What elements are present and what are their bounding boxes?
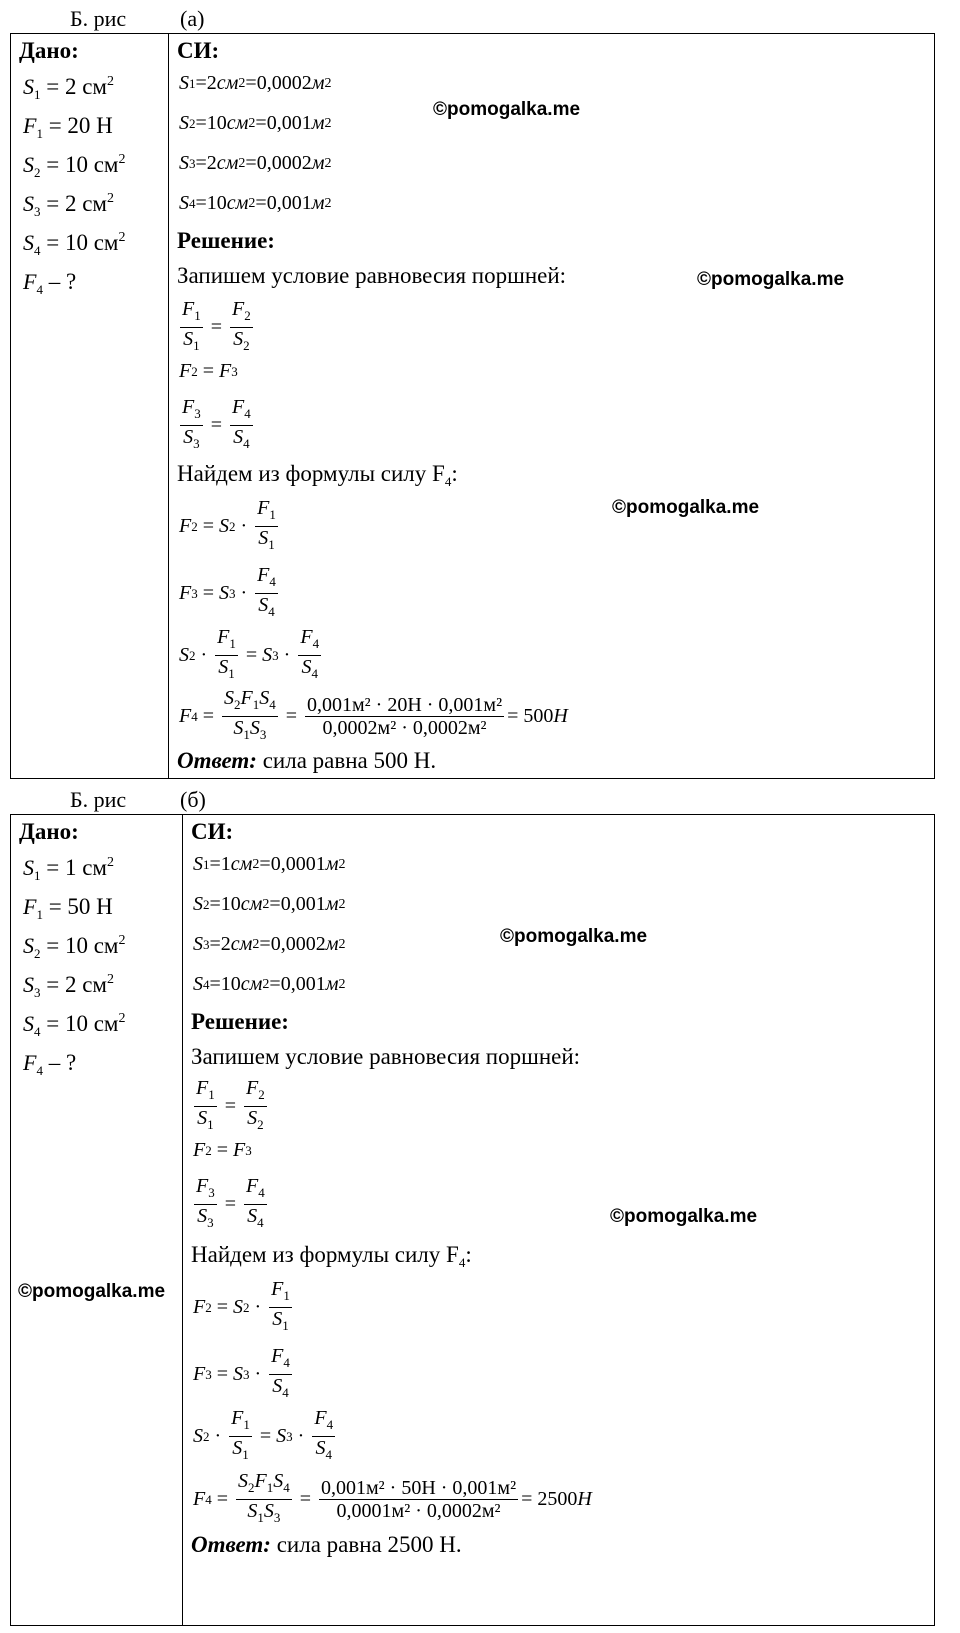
si-line: S 3 =2 см 2 =0,0002 м 2	[193, 933, 346, 955]
given-line: $S_3 = 2$ $см^2$	[23, 191, 114, 219]
eq-final-b: F 4 = $\frac{S_2F_1S_4}{S_1S_3}$ = $\frac{\text{0,001м² · 50Н · 0,001м²}}{\text{0,0001м² · 0,0002м²}}$ = 2500 Н	[193, 1470, 592, 1525]
given-line: $S_2 = 10$ $см^2$	[23, 933, 126, 961]
watermark-2: ©pomogalka.me	[697, 269, 845, 290]
find-f4-text-b: Найдем из формулы силу $F_4$:	[191, 1242, 472, 1270]
answer-b: Ответ: сила равна 2500 Н.	[191, 1532, 462, 1557]
eq-f2-f3-b: F 2 = F 3	[193, 1139, 252, 1161]
find-f4-text-a: Найдем из формулы силу $F_4$:	[177, 461, 458, 489]
solution-heading-a: Решение:	[177, 228, 275, 253]
equilibrium-text-a: Запишем условие равновесия поршней:	[177, 263, 567, 288]
eq-f2-expr-a: F 2 = S 2 · $\frac{F_1}{S_1}$	[179, 497, 276, 552]
si-heading-b: СИ:	[191, 819, 234, 844]
problem-b-table	[10, 814, 935, 1626]
given-line: $F_4$ – ?	[23, 269, 77, 297]
caption-fig-a: Б. рис	[70, 6, 127, 31]
eq-f3s3-f4s4-a: $\frac{F_3}{S_3}$ = $\frac{F_4}{S_4}$	[182, 396, 251, 451]
si-line: S 4 =10 см 2 =0,001 м 2	[193, 973, 346, 995]
caption-label-b: (б)	[180, 787, 206, 812]
given-line: $S_4 = 10$ $см^2$	[23, 230, 126, 258]
given-column-b	[11, 815, 183, 1625]
eq-combined-b: S 2 · $\frac{F_1}{S_1}$ = S 3 · $\frac{F_4}{S_4}$	[193, 1407, 334, 1462]
si-line: S 1 =2 см 2 =0,0002 м 2	[179, 72, 332, 94]
given-line: $S_2 = 10$ $см^2$	[23, 152, 126, 180]
eq-f2-expr-b: F 2 = S 2 · $\frac{F_1}{S_1}$	[193, 1278, 290, 1333]
watermark-1: ©pomogalka.me	[433, 99, 581, 120]
watermark-3: ©pomogalka.me	[612, 497, 760, 518]
eq-f2-f3-a: F 2 = F 3	[179, 360, 238, 382]
eq-f3-expr-b: F 3 = S 3 · $\frac{F_4}{S_4}$	[193, 1345, 290, 1400]
eq-final-a: F 4 = $\frac{S_2F_1S_4}{S_1S_3}$ = $\frac{\text{0,001м² · 20Н · 0,001м²}}{\text{0,0002м² · 0,0002м²}}$ = 500 Н	[179, 687, 568, 742]
eq-f3s3-f4s4-b: $\frac{F_3}{S_3}$ = $\frac{F_4}{S_4}$	[196, 1175, 265, 1230]
si-line: S 4 =10 см 2 =0,001 м 2	[179, 192, 332, 214]
given-heading-b: Дано:	[19, 819, 79, 844]
given-line: $F_1 = 20$ Н	[23, 113, 113, 141]
eq-f1s1-f2s2-a: $\frac{F_1}{S_1}$ = $\frac{F_2}{S_2}$	[182, 298, 251, 353]
given-line: $S_1 = 2$ $см^2$	[23, 74, 114, 102]
given-heading-a: Дано:	[19, 38, 79, 63]
equilibrium-text-b: Запишем условие равновесия поршней:	[191, 1044, 581, 1069]
eq-f3-expr-a: F 3 = S 3 · $\frac{F_4}{S_4}$	[179, 564, 276, 619]
given-column-a	[11, 34, 169, 778]
si-line: S 2 =10 см 2 =0,001 м 2	[179, 112, 332, 134]
eq-f1s1-f2s2-b: $\frac{F_1}{S_1}$ = $\frac{F_2}{S_2}$	[196, 1077, 265, 1132]
si-line: S 3 =2 см 2 =0,0002 м 2	[179, 152, 332, 174]
solution-heading-b: Решение:	[191, 1009, 289, 1034]
answer-a: Ответ: сила равна 500 Н.	[177, 748, 437, 773]
given-line: $S_3 = 2$ $см^2$	[23, 972, 114, 1000]
solution-column-a	[169, 34, 934, 778]
si-line: S 1 =1 см 2 =0,0001 м 2	[193, 853, 346, 875]
watermark-6: ©pomogalka.me	[18, 1281, 166, 1302]
given-line: $S_4 = 10$ $см^2$	[23, 1011, 126, 1039]
si-line: S 2 =10 см 2 =0,001 м 2	[193, 893, 346, 915]
given-line: $F_1 = 50$ Н	[23, 894, 113, 922]
watermark-4: ©pomogalka.me	[500, 926, 648, 947]
caption-label-a: (а)	[180, 6, 205, 31]
eq-combined-a: S 2 · $\frac{F_1}{S_1}$ = S 3 · $\frac{F_4}{S_4}$	[179, 626, 320, 681]
problem-a-table	[10, 33, 935, 779]
given-line: $S_1 = 1$ $см^2$	[23, 855, 114, 883]
watermark-5: ©pomogalka.me	[610, 1206, 758, 1227]
given-line: $F_4$ – ?	[23, 1050, 77, 1078]
caption-fig-b: Б. рис	[70, 787, 127, 812]
si-heading-a: СИ:	[177, 38, 220, 63]
